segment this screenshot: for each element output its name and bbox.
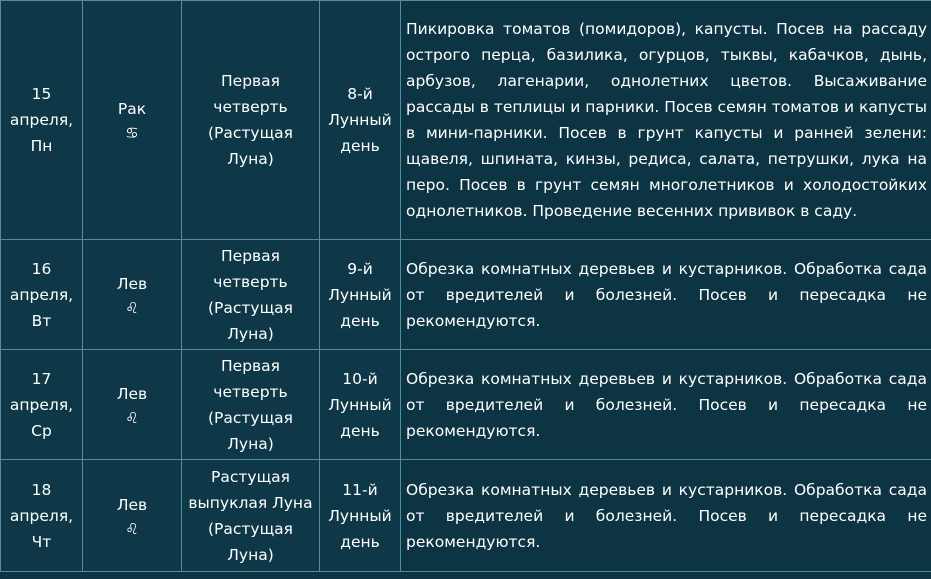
moon-phase-line: Луна)	[227, 150, 274, 168]
lunar-day-suffix: день	[340, 311, 380, 330]
moon-phase-line: Растущая	[211, 467, 290, 486]
weekday-label: Ср	[31, 421, 52, 440]
date-cell	[1, 1, 83, 240]
zodiac-cell	[83, 350, 182, 460]
lunar-day-suffix: день	[340, 421, 380, 440]
moon-phase-line: четверть	[213, 272, 288, 291]
lunar-day-word: Лунный	[328, 111, 392, 129]
moon-phase-line: (Растущая	[207, 124, 294, 142]
lunar-day-cell	[320, 240, 401, 350]
date-cell	[1, 460, 83, 572]
garden-work-cell	[401, 350, 931, 460]
lunar-day-suffix: день	[340, 532, 380, 551]
date-label: 18 апреля,	[9, 480, 74, 525]
moon-phase-line: Первая	[221, 246, 280, 265]
garden-work-cell	[401, 460, 931, 572]
garden-work-text: Обрезка комнатных деревьев и кустарников. Обработка сада от вредителей и болезней. Посев и пересадка не рекомендуются.	[406, 259, 927, 330]
lunar-day-cell	[320, 1, 401, 240]
moon-phase-line: Луна)	[227, 324, 274, 343]
date-cell	[1, 240, 83, 350]
moon-phase-cell	[182, 460, 320, 572]
moon-phase-cell	[182, 1, 320, 240]
cancer-icon: ♋	[125, 124, 139, 142]
lunar-day-number: 8-й	[347, 85, 373, 103]
date-label: 17 апреля,	[9, 369, 74, 414]
lunar-day-word: Лунный	[328, 506, 392, 525]
moon-phase-cell	[182, 350, 320, 460]
moon-phase-cell	[182, 240, 320, 350]
moon-phase-line: Первая	[221, 356, 280, 375]
moon-phase-line: (Растущая	[207, 408, 294, 427]
leo-icon: ♌	[125, 408, 139, 427]
leo-icon: ♌	[125, 298, 139, 317]
table-row	[1, 1, 931, 240]
zodiac-cell	[83, 460, 182, 572]
moon-phase-line: Луна)	[227, 545, 274, 564]
moon-phase-line: четверть	[213, 98, 288, 116]
zodiac-sign-name: Лев	[116, 384, 148, 403]
lunar-day-number: 9-й	[347, 259, 373, 278]
lunar-day-word: Лунный	[328, 285, 392, 304]
zodiac-sign-name: Лев	[116, 495, 148, 514]
date-cell	[1, 350, 83, 460]
garden-work-text: Обрезка комнатных деревьев и кустарников. Обработка сада от вредителей и болезней. Посев и пересадка не рекомендуются.	[406, 480, 927, 551]
lunar-day-suffix: день	[340, 137, 380, 155]
lunar-day-cell	[320, 350, 401, 460]
moon-phase-line: четверть	[213, 382, 288, 401]
zodiac-cell	[83, 1, 182, 240]
garden-work-cell	[401, 1, 931, 240]
lunar-day-number: 11-й	[342, 480, 378, 499]
lunar-day-word: Лунный	[328, 395, 392, 414]
leo-icon: ♌	[125, 519, 139, 538]
weekday-label: Вт	[31, 311, 52, 330]
date-label: 16 апреля,	[9, 259, 74, 304]
garden-work-cell	[401, 240, 931, 350]
weekday-label: Пн	[30, 137, 53, 155]
garden-work-text: Пикировка томатов (помидоров), капусты. Посев на рассаду острого перца, базилика, огурцов, тыквы, кабачков, дынь, арбузов, лагенарии, однолетних цветов. Высаживание рассады в теплицы и парники. Посев семян томатов и капусты в мини-парники. Посев в грунт капусты и ранней зелени: щавеля, шпината, кинзы, редиса, салата, петрушки, лука на перо. Посев в грунт семян многолетников и холодостойких однолетников. Проведение весенних прививок в саду.	[406, 20, 927, 220]
garden-work-text: Обрезка комнатных деревьев и кустарников. Обработка сада от вредителей и болезней. Посев и пересадка не рекомендуются.	[406, 369, 927, 440]
moon-phase-line: (Растущая	[207, 519, 294, 538]
moon-phase-line: выпуклая Луна	[188, 493, 313, 512]
date-label: 15 апреля,	[9, 85, 74, 129]
table-row	[1, 460, 931, 572]
zodiac-sign-name: Рак	[117, 100, 147, 118]
table-row	[1, 350, 931, 460]
table-row	[1, 240, 931, 350]
moon-phase-line: Луна)	[227, 434, 274, 453]
zodiac-sign-name: Лев	[116, 274, 148, 293]
moon-phase-line: (Растущая	[207, 298, 294, 317]
moon-phase-line: Первая	[221, 72, 280, 90]
lunar-day-number: 10-й	[342, 369, 378, 388]
weekday-label: Чт	[31, 532, 52, 551]
zodiac-cell	[83, 240, 182, 350]
lunar-day-cell	[320, 460, 401, 572]
